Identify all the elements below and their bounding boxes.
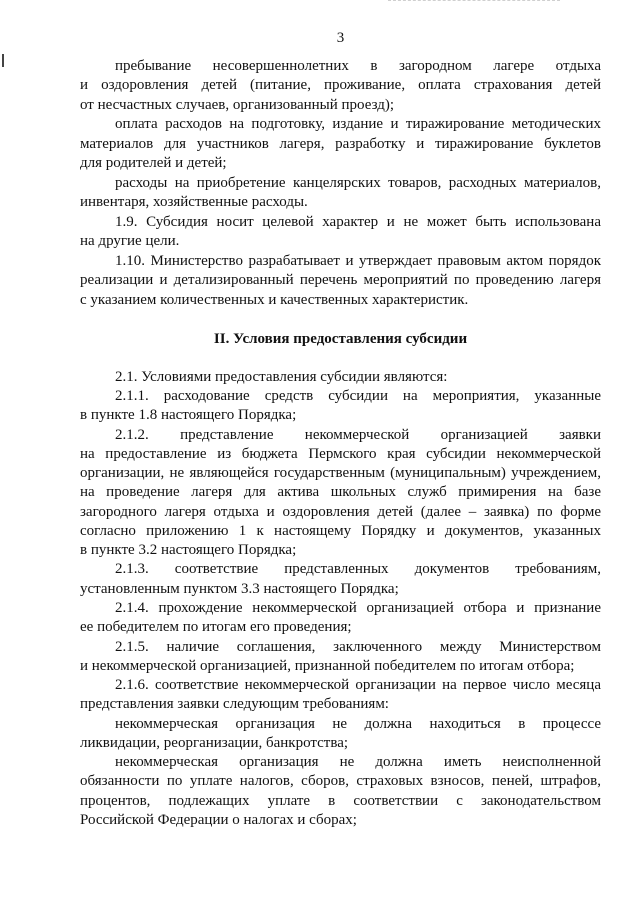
text-line: 2.1.2. представление некоммерческой организацией заявки [115, 426, 601, 443]
text-line: от несчастных случаев, организованный проезд); [80, 96, 395, 113]
requirement-no-liquidation [80, 715, 601, 754]
text-line: 2.1.3. соответствие представленных документов требованиям, [115, 561, 601, 578]
text-line: Российской Федерации о налогах и сборах; [80, 811, 357, 828]
clause-2-1-6 [80, 676, 601, 715]
text-block-expenses [80, 57, 601, 311]
clause-2-1-5 [80, 638, 601, 677]
text-line: обязанности по уплате налогов, сборов, страховых взносов, пеней, штрафов, [80, 773, 601, 790]
text-line: с указанием количественных и качественных характеристик. [80, 291, 469, 308]
paragraph-office-supplies-expense [80, 174, 601, 213]
text-line: 2.1.5. наличие соглашения, заключенного между Министерством [115, 638, 601, 655]
section-heading: II. Условия предоставления субсидии [213, 330, 468, 347]
text-line: ее победителем по итогам его проведения; [80, 619, 352, 636]
clause-2-1-2 [80, 426, 601, 561]
text-line: на другие цели. [80, 233, 180, 249]
text-line: установленным пунктом 3.3 настоящего Порядка; [80, 580, 399, 597]
text-line: на проведение лагеря для актива школьных служб примирения на базе [80, 484, 601, 501]
clause-2-1 [80, 368, 601, 387]
clause-2-1-3 [80, 560, 601, 599]
text-line: согласно приложению 1 к настоящему Порядку и документов, указанных [80, 522, 601, 539]
text-line: представления заявки следующим требованиям: [80, 696, 389, 713]
text-line: некоммерческая организация не должна иметь неисполненной [115, 754, 601, 771]
text-line: на предоставление из бюджета Пермского края субсидии некоммерческой [80, 445, 601, 462]
text-line: оплата расходов на подготовку, издание и тиражирование методических [115, 116, 601, 132]
text-line: для родителей и детей; [80, 155, 227, 171]
text-line: процентов, подлежащих уплате в соответствии с законодательством [80, 792, 601, 809]
text-line: загородного лагеря отдыха и оздоровления детей (далее – заявка) по форме [80, 503, 601, 520]
text-line: материалов для участников лагеря, разработку и тиражирование буклетов [80, 135, 601, 152]
scan-artifact [2, 54, 4, 67]
text-line: 2.1.6. соответствие некоммерческой организации на первое число месяца [115, 677, 601, 694]
clause-2-1-4 [80, 599, 601, 638]
paragraph-camp-stay-expense [80, 57, 601, 116]
text-line: реализации и детализированный перечень мероприятий по проведению лагеря [80, 272, 601, 288]
text-line: ликвидации, реорганизации, банкротства; [80, 734, 349, 751]
text-line: 1.10. Министерство разрабатывает и утверждает правовым актом порядок [115, 252, 601, 269]
text-line: 2.1. Условиями предоставления субсидии являются: [115, 368, 448, 385]
text-line: в пункте 1.8 настоящего Порядка; [80, 407, 297, 424]
text-line: 2.1.4. прохождение некоммерческой организацией отбора и признание [115, 599, 601, 616]
text-line: расходы на приобретение канцелярских товаров, расходных материалов, [115, 174, 601, 191]
text-line: организации, не являющейся государственным (муниципальным) учреждением, [80, 465, 601, 482]
clause-2-1-1 [80, 387, 601, 426]
text-line: пребывание несовершеннолетних в загородном лагере отдыха [115, 57, 601, 74]
text-line: в пункте 3.2 настоящего Порядка; [80, 542, 297, 559]
clause-1-9 [80, 213, 601, 252]
page-number: 3 [336, 29, 345, 46]
text-line: некоммерческая организация не должна находиться в процессе [115, 715, 601, 732]
text-line: и некоммерческой организацией, признанной победителем по итогам отбора; [80, 657, 575, 674]
text-line: инвентаря, хозяйственные расходы. [80, 194, 308, 210]
text-line: 2.1.1. расходование средств субсидии на мероприятия, указанные [115, 388, 601, 405]
scan-artifact [388, 0, 560, 1]
paragraph-methodical-materials-expense [80, 115, 601, 174]
clause-1-10 [80, 252, 601, 311]
text-line: и оздоровления детей (питание, проживание, оплата страхования детей [80, 77, 601, 93]
text-line: 1.9. Субсидия носит целевой характер и не может быть использована [115, 213, 601, 230]
text-block-conditions [80, 368, 601, 830]
requirement-no-tax-debt [80, 753, 601, 830]
